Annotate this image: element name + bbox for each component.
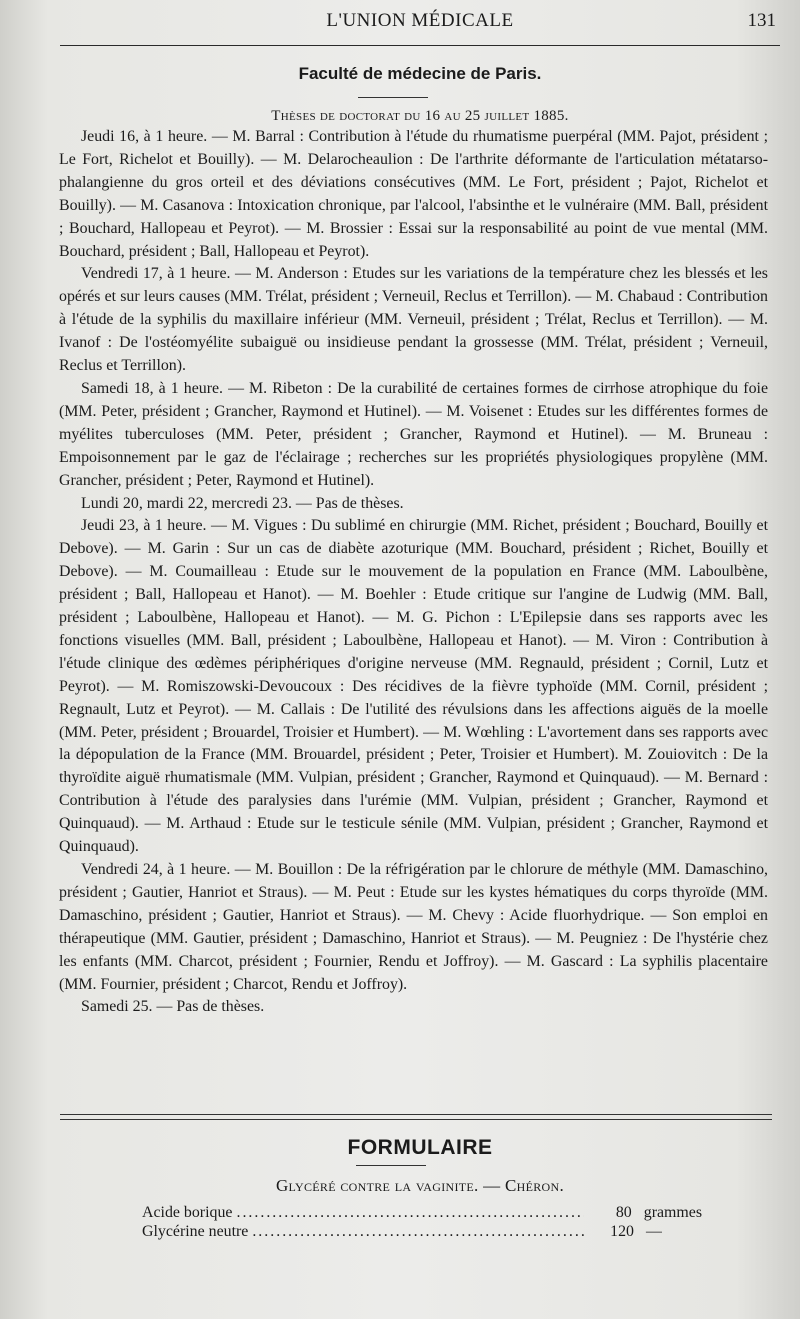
ingredient-row xyxy=(142,1203,702,1222)
paragraph-lundi-20: Lundi 20, mardi 22, mercredi 23. — Pas de thèses. xyxy=(81,494,404,512)
double-divider xyxy=(60,1114,772,1120)
ingredient-amount: 80 xyxy=(615,1204,632,1221)
header-rule xyxy=(60,45,780,46)
theses-list xyxy=(59,126,768,1019)
paragraph-samedi-25: Samedi 25. — Pas de thèses. xyxy=(81,998,265,1016)
dot-leader xyxy=(252,1222,584,1241)
ingredient-unit: — xyxy=(646,1223,662,1240)
running-title: L'UNION MÉDICALE xyxy=(326,10,514,31)
section-divider xyxy=(358,97,428,98)
section-subtitle: Thèses de doctorat du 16 au 25 juillet 1885. xyxy=(271,108,569,124)
formulaire-divider xyxy=(356,1165,426,1166)
ingredient-name: Glycérine neutre xyxy=(142,1223,249,1240)
ingredient-quantity xyxy=(588,1203,702,1222)
formulaire-title: FORMULAIRE xyxy=(347,1136,493,1159)
paragraph-vendredi-17: Vendredi 17, à 1 heure. — M. Anderson : Etudes sur les variations de la température chez les blessés et les opérés et sur leurs causes (MM. Trélat, président ; Verneuil, Reclus et Terrillon). — M. Chabaud : Contribution à l'étude de la syphilis du maxillaire inférieur (MM. Verneuil, président ; Trélat, Reclus et Terrillon). — M. Ivanof : De l'ostéomyélite subaiguë ou insidieuse pendant la grossesse (MM. Trélat, président ; Verneuil, Reclus et Terrillon). xyxy=(59,265,768,375)
page-header xyxy=(60,8,780,40)
page-number: 131 xyxy=(747,10,776,31)
paragraph-samedi-18: Samedi 18, à 1 heure. — M. Ribeton : De la curabilité de certaines formes de cirrhose atrophique du foie (MM. Peter, président ; Grancher, Raymond et Hutinel). — M. Voisenet : Etudes sur les différentes formes de myélites tuberculoses (MM. Peter, président ; Grancher, Raymond et Hutinel). — M. Bruneau : Empoisonnement par le gaz de l'éclairage ; recherches sur les propriétés physiologiques propylène (MM. Grancher, président ; Peter, Raymond et Hutinel). xyxy=(59,379,768,489)
paragraph-jeudi-16: Jeudi 16, à 1 heure. — M. Barral : Contribution à l'étude du rhumatisme puerpéral (MM. Pajot, président ; Le Fort, Richelot et Bouilly). — M. Delarocheaulion : De l'arthrite déformante de l'articulation métatarso-phalangienne du gros orteil et des déviations consécutives (MM. Le Fort, président ; Pajot, Richelot et Bouilly). — M. Casanova : Intoxication chronique, par l'alcool, l'absinthe et le vulnéraire (MM. Ball, président ; Bouchard, Hallopeau et Peyrot). — M. Brossier : Essai sur la responsabilité au point de vue mental (MM. Bouchard, président ; Ball, Hallopeau et Peyrot). xyxy=(59,128,768,260)
dot-leader xyxy=(236,1203,584,1222)
section-title: Faculté de médecine de Paris. xyxy=(298,64,542,83)
paragraph-vendredi-24: Vendredi 24, à 1 heure. — M. Bouillon : De la réfrigération par le chlorure de méthyle (MM. Damaschino, président ; Gautier, Hanriot et Straus). — M. Peut : Etude sur les kystes hématiques du corps thyroïde (MM. Damaschino, président ; Gautier, Hanriot et Straus). — M. Chevy : Acide fluorhydrique. — Son emploi en thérapeutique (MM. Gautier, président ; Damaschino, Hanriot et Straus). — M. Peugniez : De l'hystérie chez les enfants (MM. Charcot, président ; Fournier, Rendu et Joffroy). — M. Gascard : La syphilis placentaire (MM. Fournier, président ; Charcot, Rendu et Joffroy). xyxy=(59,861,768,993)
ingredient-quantity xyxy=(588,1222,702,1241)
ingredient-name: Acide borique xyxy=(142,1204,233,1221)
recipe-title: Glycéré contre la vaginite. — Chéron. xyxy=(275,1176,565,1195)
ingredient-amount: 120 xyxy=(610,1223,634,1240)
ingredient-row xyxy=(142,1222,702,1241)
paragraph-jeudi-23: Jeudi 23, à 1 heure. — M. Vigues : Du sublimé en chirurgie (MM. Richet, président ; Bouchard, Bouilly et Debove). — M. Garin : Sur un cas de diabète azoturique (MM. Bouchard, président ; Richet, Bouilly et Debove). — M. Coumailleau : Etude sur le mouvement de la population en France (MM. Laboulbène, président ; Ball, Hallopeau et Hanot). — M. Boehler : Etude critique sur l'angine de Ludwig (MM. Ball, président ; Laboulbène, Hallopeau et Hanot). — M. G. Pichon : L'Epilepsie dans ses rapports avec les fonctions visuelles (MM. Ball, président ; Laboulbène, Hallopeau et Hanot). — M. Viron : Contribution à l'étude clinique des œdèmes périphériques d'origine nerveuse (MM. Regnauld, président ; Cornil, Lutz et Peyrot). — M. Romiszowski-Devoucoux : Des récidives de la fièvre typhoïde (MM. Cornil, président ; Regnault, Lutz et Peyrot). — M. Callais : De l'utilité des révulsions dans les affections aiguës de la moelle (MM. Peter, président ; Brouardel, Troisier et Humbert). — M. Wœhling : L'avortement dans ses rapports avec la dépopulation de la France (MM. Brouardel, président ; Peter, Troisier et Humbert). M. Zouiovitch : De la thyroïdite aiguë rhumatismale (MM. Vulpian, président ; Grancher, Raymond et Quinquaud). — M. Bernard : Contribution à l'étude des paralysies dans l'urémie (MM. Vulpian, président ; Grancher, Raymond et Quinquaud). — M. Arthaud : Etude sur le testicule sénile (MM. Vulpian, président ; Grancher, Raymond et Quinquaud). xyxy=(59,517,768,856)
ingredient-unit: grammes xyxy=(643,1204,702,1221)
ingredient-list xyxy=(142,1203,702,1241)
